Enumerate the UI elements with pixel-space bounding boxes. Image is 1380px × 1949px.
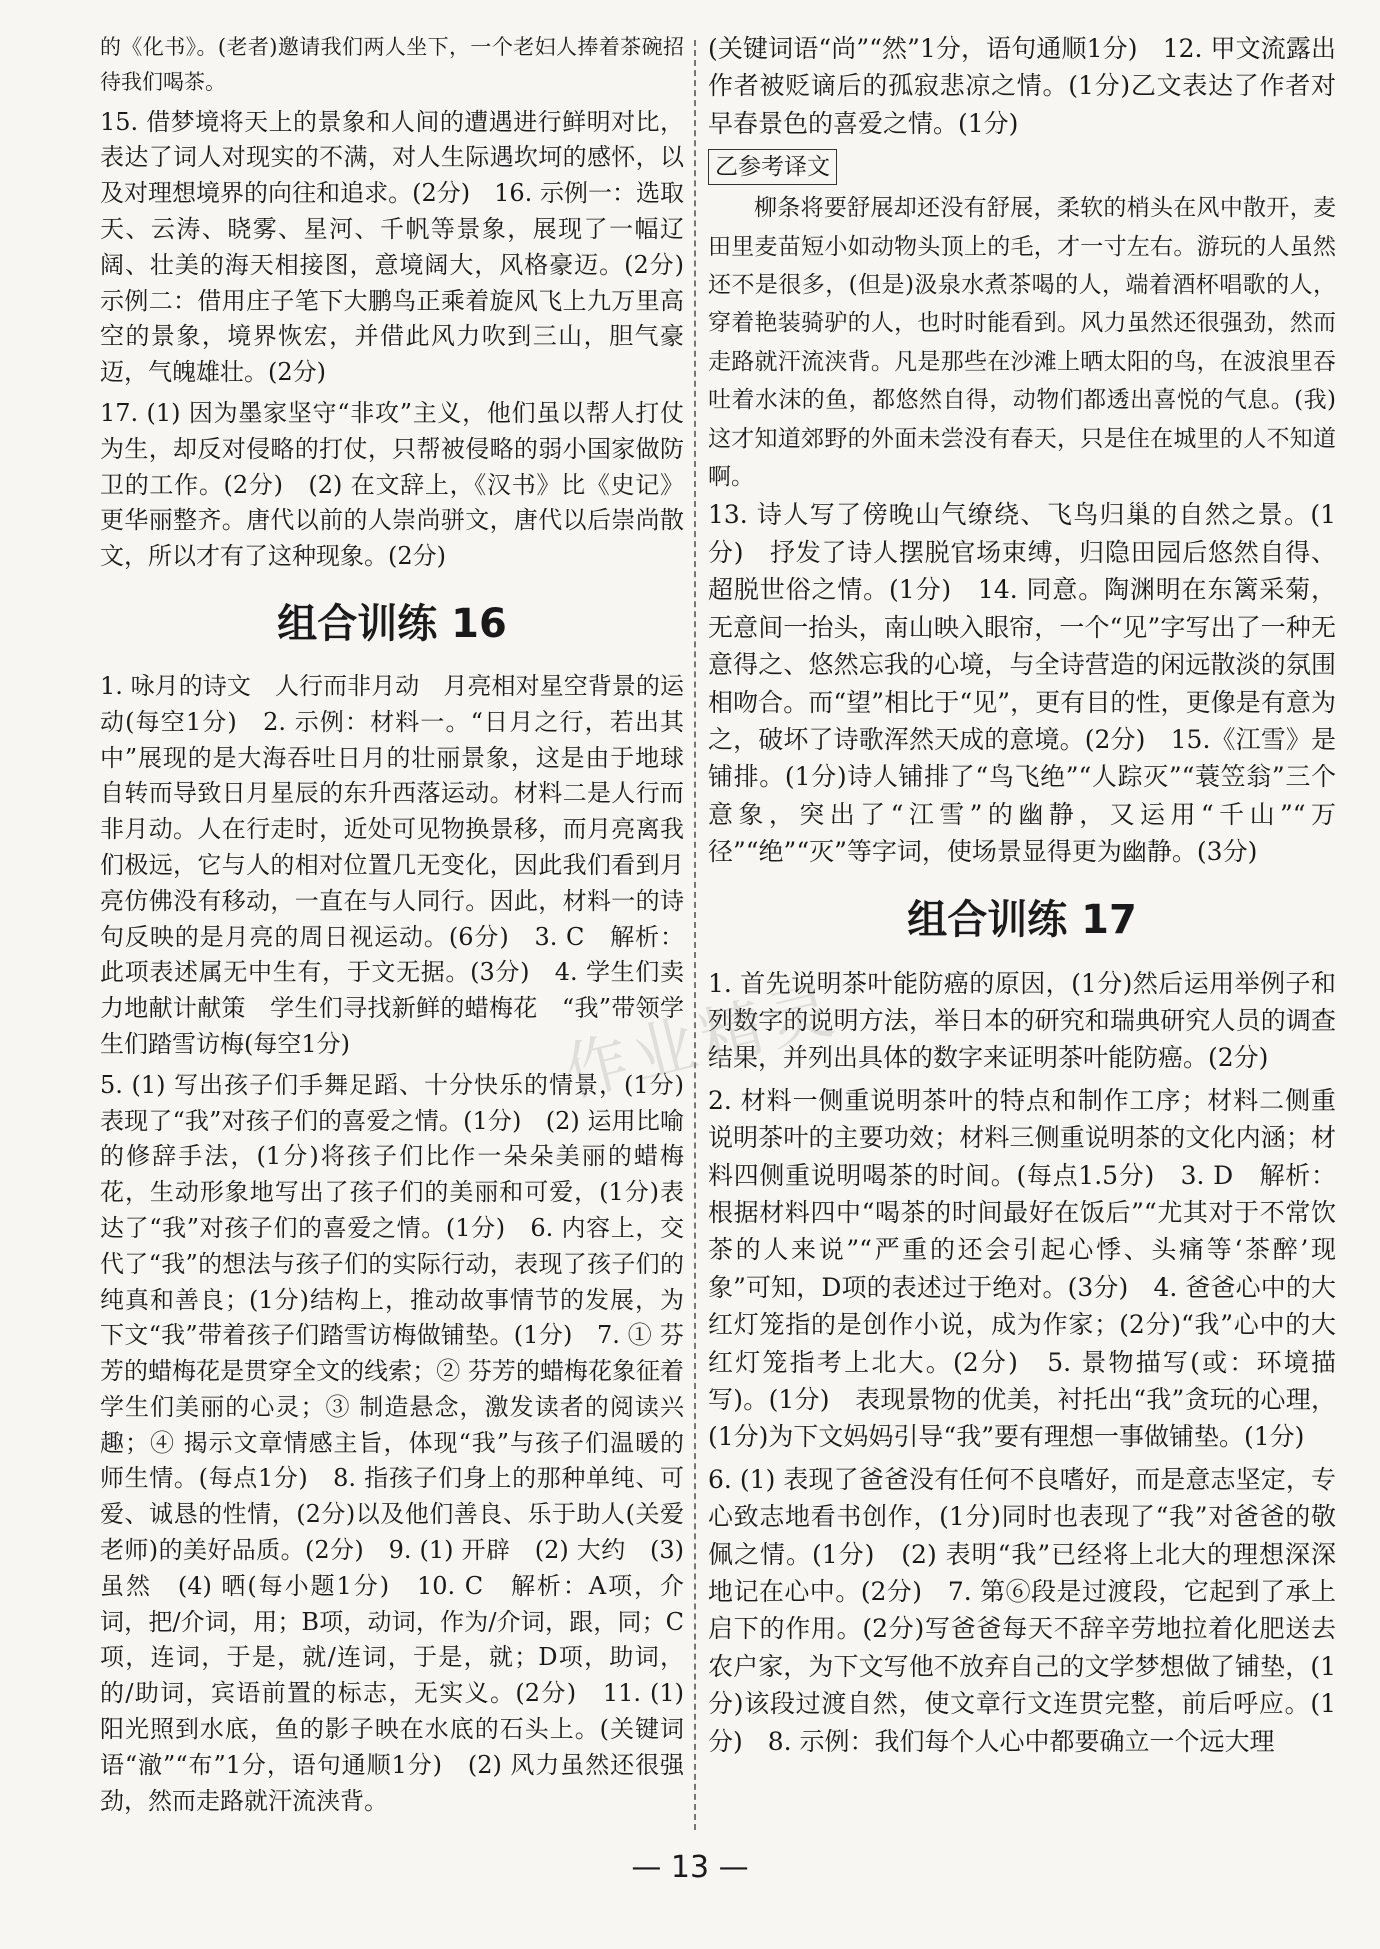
answer-paragraph: 6. (1) 表现了爸爸没有任何不良嗜好，而是意志坚定，专心致志地看书创作，(1分)同时也表现了“我”对爸爸的敬佩之情。(1分) (2) 表明“我”已经将上北大的理想深深地记在心中。(2分) 7. 第⑥段是过渡段，它起到了承上启下的作用。(2分)写爸爸每天不辞辛劳地拉着化肥送去农户家，为下文写他不放弃自己的文学梦想做了铺垫，(1分)该段过渡自然，使文章行文连贯完整，前后呼应。(1分) 8. 示例：我们每个人心中都要确立一个远大理 [708, 1464, 1336, 1756]
answer-paragraph: 的《化书》。(老者)邀请我们两人坐下，一个老妇人捧着茶碗招待我们喝茶。 [100, 35, 684, 94]
page-number: — 13 — [631, 1850, 749, 1885]
section-heading: 组合训练 16 [277, 600, 507, 647]
column-divider [694, 40, 696, 1830]
answer-paragraph: 15. 借梦境将天上的景象和人间的遭遇进行鲜明对比，表达了词人对现实的不满，对人生际遇坎坷的感怀，以及对理想境界的向往和追求。(2分) 16. 示例一：选取天、云涛、晓雾、星河、千帆等景象，展现了一幅辽阔、壮美的海天相接图，意境阔大，风格豪迈。(2分) 示例二：借用庄子笔下大鹏鸟正乘着旋风飞上九万里高空的景象，境界恢宏，并借此风力吹到三山，胆气豪迈，气魄雄壮。(2分) [100, 107, 708, 387]
right-column [708, 30, 1336, 1854]
section-heading: 组合训练 17 [907, 896, 1137, 943]
answer-paragraph: 13. 诗人写了傍晚山气缭绕、飞鸟归巢的自然之景。(1分) 抒发了诗人摆脱官场束缚，归隐田园后悠然自得、超脱世俗之情。(1分) 14. 同意。陶渊明在东篱采菊，无意间一抬头，南山映入眼帘，一个“见”字写出了一种无意得之、悠然忘我的心境，与全诗营造的闲远散淡的氛围相吻合。而“望”相比于“见”，更有目的性，更像是有意为之，破坏了诗歌浑然天成的意境。(2分) 15.《江雪》是铺排。(1分)诗人铺排了“鸟飞绝”“人踪灭”“蓑笠翁”三个意象，突出了“江雪”的幽静，又运用“千山”“万径”“绝”“灭”等字词，使场景显得更为幽静。(3分) [708, 500, 1336, 867]
answer-paragraph: 2. 材料一侧重说明茶叶的特点和制作工序；材料二侧重说明茶叶的主要功效；材料三侧重说明茶的文化内涵；材料四侧重说明喝茶的时间。(每点1.5分) 3. D 解析：根据材料四中“喝茶的时间最好在饭后”“尤其对于不常饮茶的人来说”“严重的还会引起心悸、头痛等‘茶醉’现象”可知，D项的表述过于绝对。(3分) 4. 爸爸心中的大红灯笼指的是创作小说，成为作家；(2分)“我”心中的大红灯笼指考上北大。(2分) 5. 景物描写(或：环境描写)。(1分) 表现景物的优美，衬托出“我”贪玩的心理，(1分)为下文妈妈引导“我”要有理想一事做铺垫。(1分) [708, 1085, 1336, 1452]
answer-paragraph: 17. (1) 因为墨家坚守“非攻”主义，他们虽以帮人打仗为生，却反对侵略的打仗，只帮被侵略的弱小国家做防卫的工作。(2分) (2) 在文辞上，《汉书》比《史记》更华丽整齐。唐代以前的人崇尚骈文，唐代以后崇尚散文，所以才有了这种现象。(2分) [100, 398, 684, 571]
answer-paragraph: (关键词语“尚”“然”1分，语句通顺1分) 12. 甲文流露出作者被贬谪后的孤寂悲凉之情。(1分)乙文表达了作者对早春景色的喜爱之情。(1分) [708, 34, 1336, 138]
answer-paragraph: 1. 首先说明茶叶能防癌的原因，(1分)然后运用举例子和列数字的说明方法，举日本的研究和瑞典研究人员的调查结果，并列出具体的数字来证明茶叶能防癌。(2分) [708, 968, 1336, 1073]
watermark-text: 作业精灵 [556, 972, 847, 1112]
answer-paragraph: 5. (1) 写出孩子们手舞足蹈、十分快乐的情景，(1分)表现了“我”对孩子们的喜爱之情。(1分) (2) 运用比喻的修辞手法，(1分)将孩子们比作一朵朵美丽的蜡梅花，生动形象地写出了孩子们的美丽和可爱，(1分)表达了“我”对孩子们的喜爱之情。(1分) 6. 内容上，交代了“我”的想法与孩子们的实际行动，表现了孩子们的纯真和善良；(1分)结构上，推动故事情节的发展，为下文“我”带着孩子们踏雪访梅做铺垫。(1分) 7. ① 芬芳的蜡梅花是贯穿全文的线索；② 芬芳的蜡梅花象征着学生们美丽的心灵；③ 制造悬念，激发读者的阅读兴趣；④ 揭示文章情感主旨，体现“我”与孩子们温暖的师生情。(每点1分) 8. 指孩子们身上的那种单纯、可爱、诚恳的性情，(2分)以及他们善良、乐于助人(关爱老师)的美好品质。(2分) 9. (1) 开辟 (2) 大约 (3) 虽然 (4) 晒(每小题1分) 10. C 解析：A项，介词，把/介词，用；B项，动词，作为/介词，跟，同；C项，连词，于是，就/连词，于是，就；D项，助词，的/助词，宾语前置的标志，无实义。(2分) 11. (1) 阳光照到水底，鱼的影子映在水底的石头上。(关键词语“澈”“布”1分，语句通顺1分) (2) 风力虽然还很强劲，然而走路就汗流浃背。 [100, 1070, 684, 1815]
translation-text: 柳条将要舒展却还没有舒展，柔软的梢头在风中散开，麦田里麦苗短小如动物头顶上的毛，才一寸左右。游玩的人虽然还不是很多，(但是)汲泉水煮茶喝的人，端着酒杯唱歌的人，穿着艳装骑驴的人，也时时能看到。风力虽然还很强劲，然而走路就汗流浃背。凡是那些在沙滩上晒太阳的鸟，在波浪里吞吐着水沫的鱼，都悠然自得，动物们都透出喜悦的气息。(我)这才知道郊野的外面未尝没有春天，只是住在城里的人不知道啊。 [708, 195, 1336, 491]
translation-label: 乙参考译文 [708, 149, 837, 185]
answer-paragraph: 1. 咏月的诗文 人行而非月动 月亮相对星空背景的运动(每空1分) 2. 示例：材料一。“日月之行，若出其中”展现的是大海吞吐日月的壮丽景象，这是由于地球自转而导致日月星辰的东升西落运动。材料二是人行而非月动。人在行走时，近处可见物换景移，而月亮离我们极远，它与人的相对位置几无变化，因此我们看到月亮仿佛没有移动，一直在与人同行。因此，材料一的诗句反映的是月亮的周日视运动。(6分) 3. C 解析：此项表述属无中生有，于文无据。(3分) 4. 学生们卖力地献计献策 学生们寻找新鲜的蜡梅花 “我”带领学生们踏雪访梅(每空1分) [100, 671, 684, 1058]
